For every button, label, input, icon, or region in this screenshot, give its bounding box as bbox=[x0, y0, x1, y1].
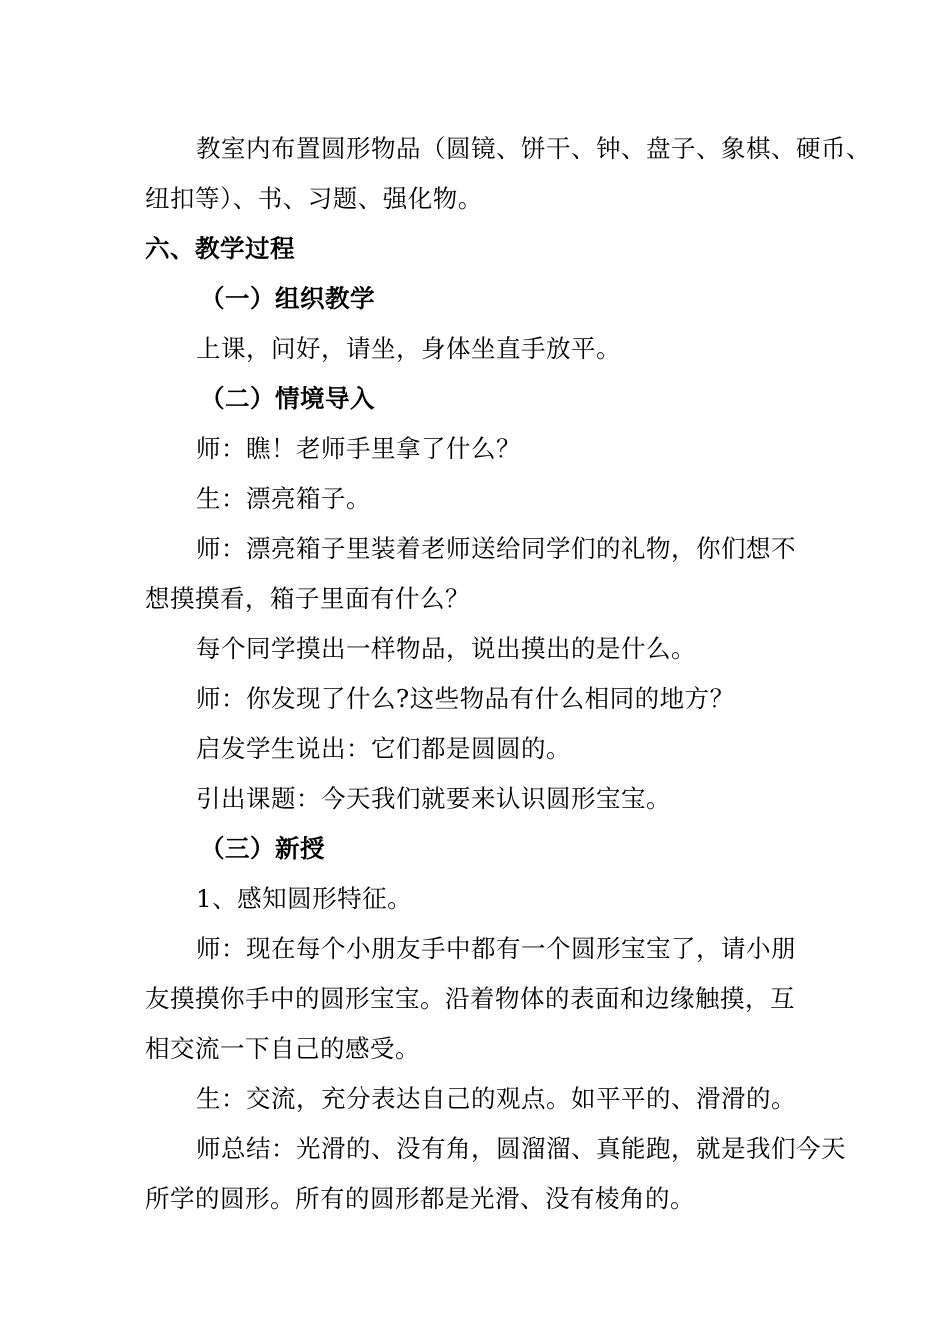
paragraph-line: 想摸摸看，箱子里面有什么？ bbox=[145, 584, 470, 613]
paragraph-line: 师：你发现了什么?这些物品有什么相同的地方？ bbox=[196, 684, 735, 713]
paragraph-line: 生：漂亮箱子。 bbox=[196, 484, 371, 513]
section-heading: 六、教学过程 bbox=[145, 234, 295, 263]
paragraph-line: 教室内布置圆形物品（圆镜、饼干、钟、盘子、象棋、硬币、 bbox=[196, 134, 871, 163]
paragraph-line: 每个同学摸出一样物品，说出摸出的是什么。 bbox=[196, 634, 696, 663]
paragraph-line: 纽扣等）、书、习题、强化物。 bbox=[145, 184, 483, 213]
subsection-heading: （二）情境导入 bbox=[200, 384, 375, 413]
subsection-heading: （三）新授 bbox=[200, 834, 325, 863]
paragraph-line: 生：交流，充分表达自己的观点。如平平的、滑滑的。 bbox=[196, 1084, 796, 1113]
paragraph-line: 师：现在每个小朋友手中都有一个圆形宝宝了，请小朋 bbox=[196, 934, 796, 963]
paragraph-line: 启发学生说出：它们都是圆圆的。 bbox=[196, 734, 571, 763]
paragraph-line: 所学的圆形。所有的圆形都是光滑、没有棱角的。 bbox=[145, 1184, 695, 1213]
subsection-heading: （一）组织教学 bbox=[200, 284, 375, 313]
paragraph-line: 1、感知圆形特征。 bbox=[196, 884, 413, 913]
paragraph-line: 相交流一下自己的感受。 bbox=[145, 1034, 420, 1063]
paragraph-line: 上课，问好，请坐，身体坐直手放平。 bbox=[196, 334, 621, 363]
paragraph-line: 引出课题：今天我们就要来认识圆形宝宝。 bbox=[196, 784, 671, 813]
paragraph-line: 师：瞧！老师手里拿了什么？ bbox=[196, 434, 521, 463]
paragraph-line: 师总结：光滑的、没有角，圆溜溜、真能跑，就是我们今天 bbox=[196, 1134, 846, 1163]
paragraph-line: 友摸摸你手中的圆形宝宝。沿着物体的表面和边缘触摸，互 bbox=[145, 984, 795, 1013]
paragraph-line: 师：漂亮箱子里装着老师送给同学们的礼物，你们想不 bbox=[196, 534, 796, 563]
